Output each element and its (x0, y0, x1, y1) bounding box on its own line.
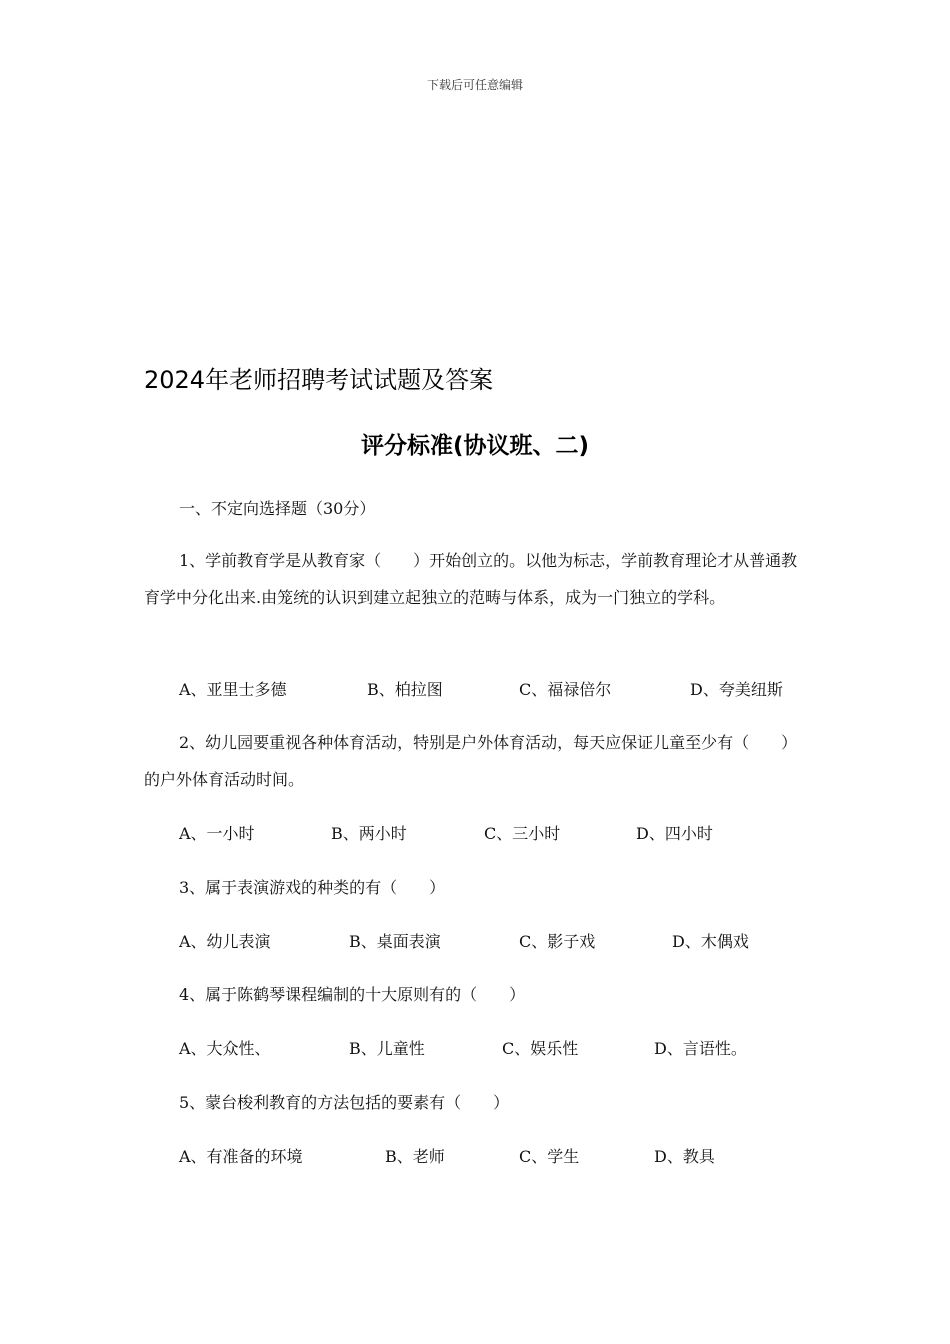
question-2-option-c: C、三小时 (484, 824, 561, 843)
question-3-option-d: D、木偶戏 (672, 932, 749, 951)
question-2-text: 2、幼儿园要重视各种体育活动，特别是户外体育活动，每天应保证儿童至少有（ ）的户外体育活动时间。 (144, 733, 798, 789)
document-title: 2024年老师招聘考试试题及答案 (144, 366, 494, 394)
question-1-option-c: C、福禄倍尔 (519, 680, 612, 699)
question-5-option-b: B、老师 (385, 1147, 445, 1166)
question-4-text: 4、属于陈鹤琴课程编制的十大原则有的（ ） (179, 985, 526, 1004)
question-5-option-c: C、学生 (519, 1147, 580, 1166)
question-4-option-a: A、大众性、 (179, 1039, 271, 1058)
question-1-option-a: A、亚里士多德 (179, 680, 287, 699)
question-3-option-b: B、桌面表演 (349, 932, 441, 951)
question-2-option-a: A、一小时 (179, 824, 255, 843)
section-heading: 一、不定向选择题（30分） (179, 499, 376, 518)
question-4-option-b: B、儿童性 (349, 1039, 425, 1058)
question-5-option-a: A、有准备的环境 (179, 1147, 303, 1166)
question-5-text: 5、蒙台梭利教育的方法包括的要素有（ ） (179, 1093, 510, 1112)
header-note: 下载后可任意编辑 (426, 78, 523, 92)
question-3-option-a: A、幼儿表演 (179, 932, 271, 951)
question-4-option-c: C、娱乐性 (502, 1039, 579, 1058)
question-1-text: 1、学前教育学是从教育家（ ）开始创立的。以他为标志，学前教育理论才从普通教育学中分化出来.由笼统的认识到建立起独立的范畴与体系，成为一门独立的学科。 (144, 551, 798, 607)
question-2-option-b: B、两小时 (331, 824, 407, 843)
question-4-option-d: D、言语性。 (654, 1039, 747, 1058)
question-5-option-d: D、教具 (654, 1147, 715, 1166)
question-1-option-b: B、柏拉图 (367, 680, 443, 699)
question-1-option-d: D、夸美纽斯 (690, 680, 783, 699)
question-3-text: 3、属于表演游戏的种类的有（ ） (179, 878, 446, 897)
question-2-option-d: D、四小时 (636, 824, 713, 843)
document-subtitle: 评分标准(协议班、二) (360, 433, 590, 459)
question-3-option-c: C、影子戏 (519, 932, 596, 951)
